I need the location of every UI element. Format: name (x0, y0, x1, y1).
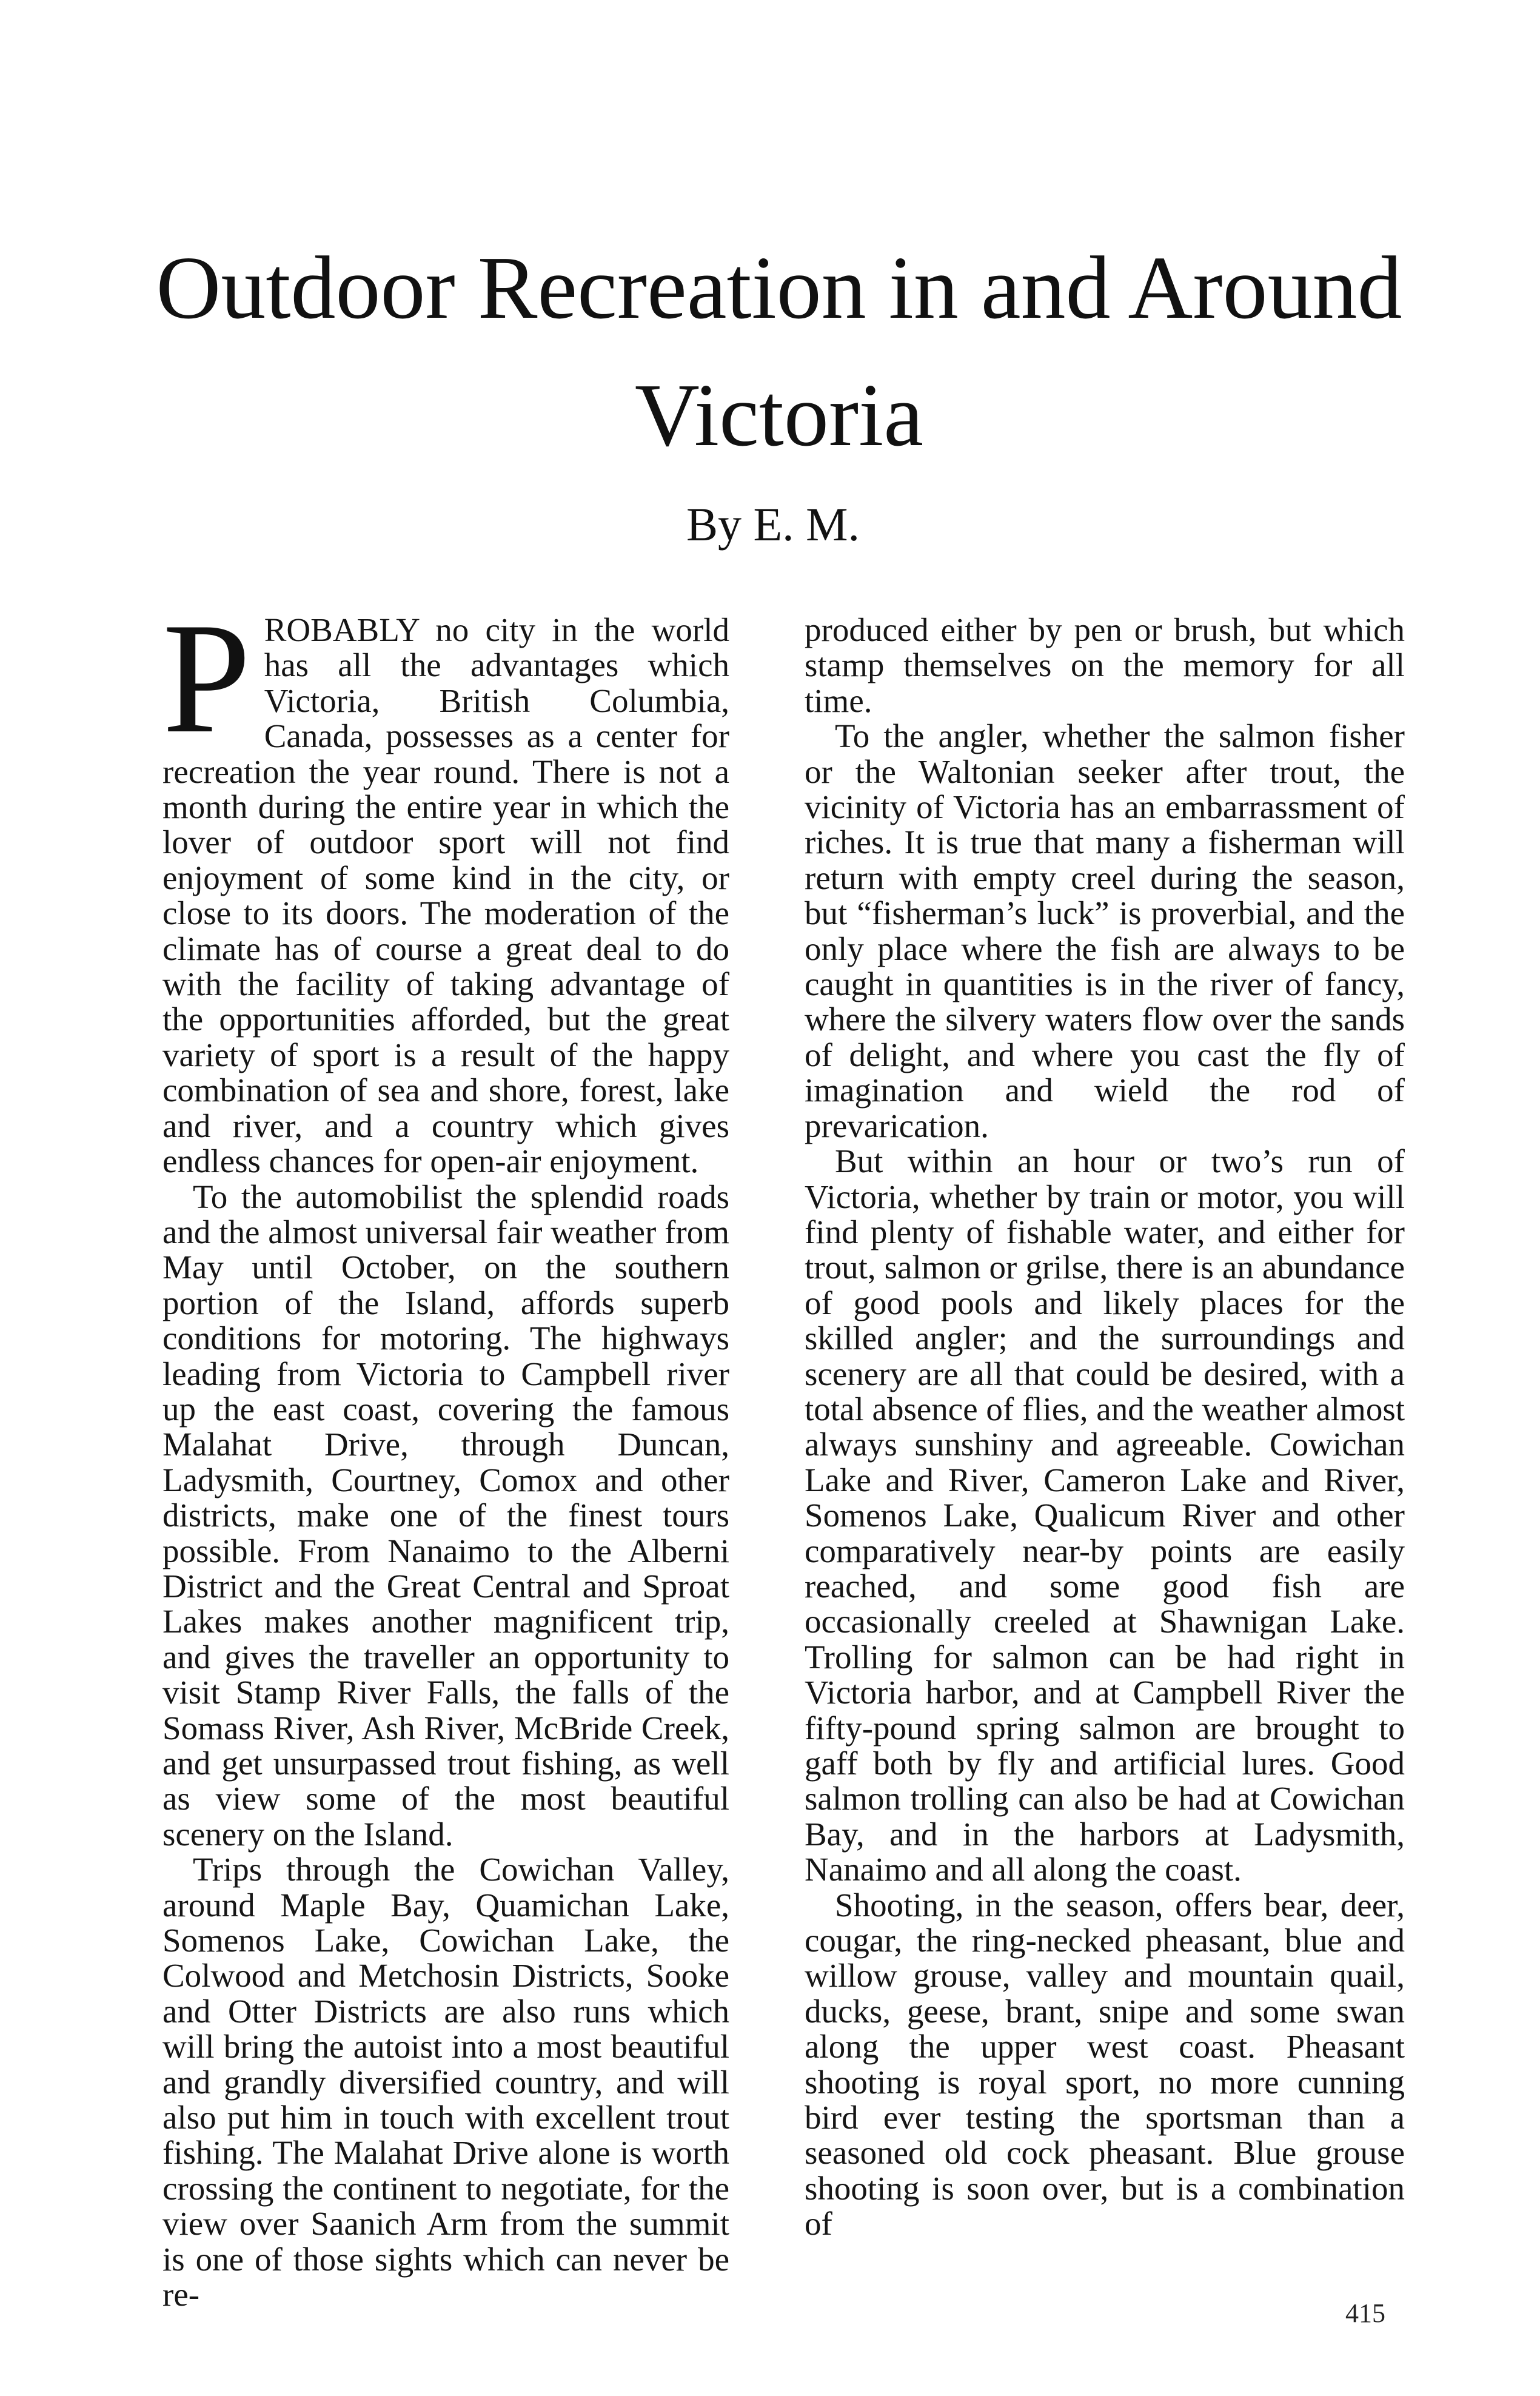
paragraph: To the angler, whether the salmon fisher or the Waltonian seeker after trout, the vicinity of Victoria has an embarrassment of riches. It is true that many a fisherman will return with empty creel during the season, but “fisherman’s luck” is proverbial, and the only place where the fish are always to be caught in quantities is in the river of fancy, where the silvery waters flow over the sands of delight, and where you cast the fly of imagination and wield the rod of prevarication. (805, 717, 1405, 1144)
left-column (162, 590, 729, 2314)
paragraph: Trips through the Cowichan Valley, around Maple Bay, Quamichan Lake, Somenos Lake, Cowichan Lake, the Colwood and Metchosin Districts, Sooke and Otter Districts are also runs which will bring the autoist into a most beautiful and grandly diversified country, and will also put him in touch with excellent trout fishing. The Malahat Drive alone is worth crossing the continent to negotiate, for the view over Saanich Arm from the summit is one of those sights which can never be re- (162, 1851, 729, 2314)
paragraph: To the automobilist the splendid roads and the almost universal fair weather from May until October, on the southern portion of the Island, affords superb conditions for motoring. The highways leading from Victoria to Campbell river up the east coast, covering the famous Malahat Drive, through Duncan, Ladysmith, Courtney, Comox and other districts, make one of the finest tours possible. From Nanaimo to the Alberni District and the Great Central and Sproat Lakes makes another magnificent trip, and gives the traveller an opportunity to visit Stamp River Falls, the falls of the Somass River, Ash River, McBride Creek, and get unsurpassed trout fishing, as well as view some of the most beautiful scenery on the Island. (162, 1178, 729, 1853)
paragraph (162, 590, 729, 1180)
right-column (805, 612, 1405, 2242)
paragraph: produced either by pen or brush, but which stamp themselves on the memory for all time. (805, 611, 1405, 719)
page-number: 415 (1345, 2298, 1385, 2328)
paragraph: Shooting, in the season, offers bear, deer, cougar, the ring-necked pheasant, blue and willow grouse, valley and mountain quail, ducks, geese, brant, snipe and some swan along the upper west coast. Pheasant shooting is royal sport, no more cunning bird ever testing the sportsman than a seasoned old cock pheasant. Blue grouse shooting is soon over, but is a combination of (805, 1886, 1405, 2243)
paragraph-text: ROBABLY no city in the world has all the advantages which Victoria, British Columbia, Canada, possesses as a center for recreation the year round. There is not a month during the entire year in which the lover of outdoor sport will not find enjoyment of some kind in the city, or close to its doors. The moderation of the climate has of course a great deal to do with the facility of taking advantage of the opportunities afforded, but the great variety of sport is a result of the happy combination of sea and shore, forest, lake and river, and a country which gives endless chances for open-air enjoyment. (162, 611, 729, 1180)
title-line-2: Victoria (634, 366, 923, 465)
drop-cap: P (162, 590, 251, 766)
title-line-1: Outdoor Recreation in and Around (156, 238, 1402, 338)
byline: By E. M. (686, 498, 860, 551)
article-title (152, 224, 1407, 479)
paragraph: But within an hour or two’s run of Victoria, whether by train or motor, you will find plenty of fishable water, and either for trout, salmon or grilse, there is an abundance of good pools and likely places for the skilled angler; and the surroundings and scenery are all that could be desired, with a total absence of flies, and the weather almost always sunshiny and agreeable. Cowichan Lake and River, Cameron Lake and River, Somenos Lake, Qualicum River and other comparatively near-by points are easily reached, and some good fish are occasionally creeled at Shawnigan Lake. Trolling for salmon can be had right in Victoria harbor, and at Campbell River the fifty-pound spring salmon are brought to gaff both by fly and artificial lures. Good salmon trolling can also be had at Cowichan Bay, and in the harbors at Ladysmith, Nanaimo and all along the coast. (805, 1143, 1405, 1888)
